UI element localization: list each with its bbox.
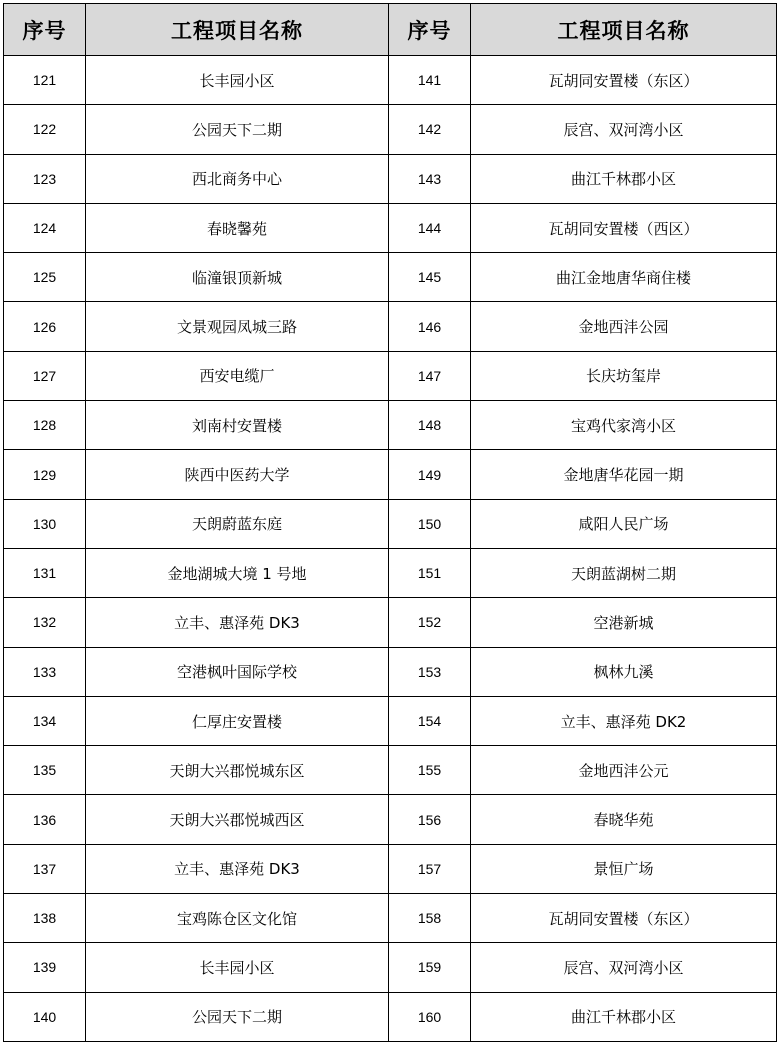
project-name-left: 西北商务中心 [86, 154, 389, 203]
project-name-left: 临潼银顶新城 [86, 253, 389, 302]
project-name-left: 春晓馨苑 [86, 203, 389, 252]
table-row [4, 499, 777, 548]
project-name-right: 春晓华苑 [471, 795, 777, 844]
table-row [4, 992, 777, 1041]
serial-number-right: 149 [389, 450, 471, 499]
serial-number-left: 130 [4, 499, 86, 548]
project-name-right: 空港新城 [471, 598, 777, 647]
table-row [4, 56, 777, 105]
project-name-right: 咸阳人民广场 [471, 499, 777, 548]
serial-number-right: 156 [389, 795, 471, 844]
project-name-left: 西安电缆厂 [86, 351, 389, 400]
serial-number-left: 139 [4, 943, 86, 992]
serial-number-left: 125 [4, 253, 86, 302]
table-row [4, 351, 777, 400]
serial-number-right: 141 [389, 56, 471, 105]
project-table-container [3, 3, 777, 1042]
serial-number-right: 143 [389, 154, 471, 203]
project-name-left: 文景观园凤城三路 [86, 302, 389, 351]
table-row [4, 548, 777, 597]
project-name-left: 立丰、惠泽苑 DK3 [86, 598, 389, 647]
project-name-left: 金地湖城大境 1 号地 [86, 548, 389, 597]
table-row [4, 401, 777, 450]
project-name-left: 公园天下二期 [86, 992, 389, 1041]
project-name-left: 天朗大兴郡悦城西区 [86, 795, 389, 844]
project-name-left: 仁厚庄安置楼 [86, 696, 389, 745]
project-name-right: 曲江金地唐华商住楼 [471, 253, 777, 302]
table-row [4, 450, 777, 499]
serial-number-left: 136 [4, 795, 86, 844]
project-name-right: 曲江千林郡小区 [471, 154, 777, 203]
serial-number-left: 129 [4, 450, 86, 499]
project-name-left: 陕西中医药大学 [86, 450, 389, 499]
project-name-right: 立丰、惠泽苑 DK2 [471, 696, 777, 745]
serial-number-right: 153 [389, 647, 471, 696]
serial-number-right: 142 [389, 105, 471, 154]
serial-number-left: 124 [4, 203, 86, 252]
header-project-name-left: 工程项目名称 [86, 4, 389, 56]
serial-number-left: 122 [4, 105, 86, 154]
serial-number-right: 157 [389, 844, 471, 893]
project-name-right: 辰宫、双河湾小区 [471, 943, 777, 992]
project-name-right: 瓦胡同安置楼（东区） [471, 894, 777, 943]
project-name-left: 长丰园小区 [86, 56, 389, 105]
project-name-left: 天朗大兴郡悦城东区 [86, 746, 389, 795]
table-row [4, 647, 777, 696]
serial-number-right: 159 [389, 943, 471, 992]
serial-number-right: 146 [389, 302, 471, 351]
table-row [4, 203, 777, 252]
project-name-left: 天朗蔚蓝东庭 [86, 499, 389, 548]
serial-number-right: 148 [389, 401, 471, 450]
serial-number-left: 131 [4, 548, 86, 597]
serial-number-left: 123 [4, 154, 86, 203]
project-name-right: 辰宫、双河湾小区 [471, 105, 777, 154]
table-row [4, 943, 777, 992]
project-name-right: 金地唐华花园一期 [471, 450, 777, 499]
table-body [4, 56, 777, 1042]
serial-number-right: 155 [389, 746, 471, 795]
serial-number-left: 134 [4, 696, 86, 745]
serial-number-right: 154 [389, 696, 471, 745]
serial-number-left: 128 [4, 401, 86, 450]
project-name-left: 刘南村安置楼 [86, 401, 389, 450]
serial-number-left: 126 [4, 302, 86, 351]
table-row [4, 302, 777, 351]
table-row [4, 105, 777, 154]
table-row [4, 154, 777, 203]
project-name-left: 长丰园小区 [86, 943, 389, 992]
project-table [3, 3, 777, 1042]
table-row [4, 598, 777, 647]
header-serial-right: 序号 [389, 4, 471, 56]
table-row [4, 795, 777, 844]
serial-number-right: 151 [389, 548, 471, 597]
table-row [4, 746, 777, 795]
serial-number-right: 147 [389, 351, 471, 400]
table-row [4, 253, 777, 302]
header-project-name-right: 工程项目名称 [471, 4, 777, 56]
project-name-left: 公园天下二期 [86, 105, 389, 154]
serial-number-left: 133 [4, 647, 86, 696]
header-serial-left: 序号 [4, 4, 86, 56]
serial-number-left: 137 [4, 844, 86, 893]
project-name-right: 长庆坊玺岸 [471, 351, 777, 400]
header-row [4, 4, 777, 56]
project-name-right: 宝鸡代家湾小区 [471, 401, 777, 450]
project-name-right: 金地西沣公园 [471, 302, 777, 351]
project-name-left: 立丰、惠泽苑 DK3 [86, 844, 389, 893]
table-row [4, 894, 777, 943]
serial-number-right: 152 [389, 598, 471, 647]
serial-number-right: 144 [389, 203, 471, 252]
project-name-right: 曲江千林郡小区 [471, 992, 777, 1041]
table-header [4, 4, 777, 56]
serial-number-left: 121 [4, 56, 86, 105]
serial-number-left: 135 [4, 746, 86, 795]
serial-number-left: 138 [4, 894, 86, 943]
project-name-left: 宝鸡陈仓区文化馆 [86, 894, 389, 943]
table-row [4, 696, 777, 745]
project-name-left: 空港枫叶国际学校 [86, 647, 389, 696]
serial-number-right: 145 [389, 253, 471, 302]
project-name-right: 天朗蓝湖树二期 [471, 548, 777, 597]
project-name-right: 金地西沣公元 [471, 746, 777, 795]
project-name-right: 景恒广场 [471, 844, 777, 893]
project-name-right: 瓦胡同安置楼（西区） [471, 203, 777, 252]
serial-number-right: 158 [389, 894, 471, 943]
serial-number-left: 132 [4, 598, 86, 647]
serial-number-left: 140 [4, 992, 86, 1041]
serial-number-right: 160 [389, 992, 471, 1041]
project-name-right: 枫林九溪 [471, 647, 777, 696]
serial-number-left: 127 [4, 351, 86, 400]
table-row [4, 844, 777, 893]
project-name-right: 瓦胡同安置楼（东区） [471, 56, 777, 105]
serial-number-right: 150 [389, 499, 471, 548]
